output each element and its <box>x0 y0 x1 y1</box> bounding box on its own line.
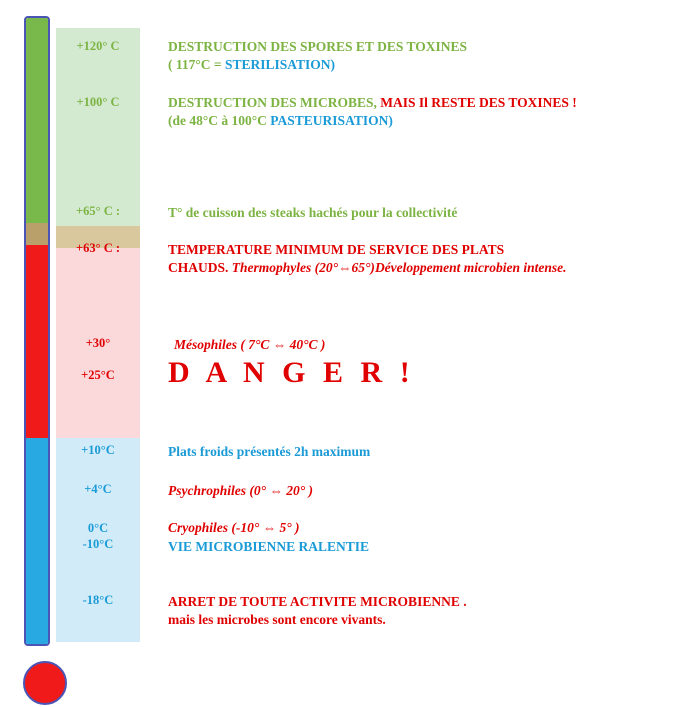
thermometer-tube <box>24 16 50 646</box>
arret-line2: mais les microbes sont encore vivants. <box>168 612 386 628</box>
service-chaud-dev-microbien: Développement microbien intense. <box>374 260 567 276</box>
temperature-label-0: 0°C <box>87 521 109 535</box>
microbes-line2-keyword: PASTEURISATION) <box>270 113 393 129</box>
service-chaud-line2 <box>168 259 691 277</box>
temperature-label-30: +30° <box>85 336 111 350</box>
row-steaks: T° de cuisson des steaks hachés pour la collectivité <box>168 205 458 220</box>
row-psychrophiles: Psychrophiles (0° ⇔ 20° ) <box>168 483 314 498</box>
temperature-label-4: +4°C <box>84 482 112 496</box>
microbes-line1-warning: MAIS Il RESTE DES TOXINES ! <box>380 95 577 110</box>
service-chaud-thermophyles: Thermophyles (20°⇔65°) <box>231 260 375 276</box>
row-service-plats-chauds <box>168 241 691 277</box>
temperature-label-25: +25°C <box>81 368 115 382</box>
row-plats-froids: Plats froids présentés 2h maximum <box>168 444 371 459</box>
temperature-label-65: +65° C : <box>75 204 121 218</box>
temperature-label-minus10: -10°C <box>82 537 114 551</box>
tube-segment-green <box>26 18 48 223</box>
temperature-label-120: +120° C <box>76 39 120 53</box>
thermometer <box>24 16 50 646</box>
temperature-label-10: +10°C <box>81 443 115 457</box>
row-vie-ralentie: VIE MICROBIENNE RALENTIE <box>168 539 370 554</box>
sterilisation-line2-prefix: ( 117°C = <box>168 57 225 73</box>
service-chaud-line2-prefix: CHAUDS. <box>168 260 232 276</box>
row-destruction-microbes <box>168 94 691 130</box>
thermometer-bulb <box>23 661 67 705</box>
sterilisation-line2-keyword: STERILISATION) <box>224 57 336 73</box>
tube-segment-blue <box>26 438 48 646</box>
tube-segment-red <box>26 245 48 438</box>
row-sterilisation <box>168 38 691 74</box>
danger-label: D A N G E R ! <box>168 356 415 389</box>
zone-band-green <box>56 28 140 226</box>
microbes-line1-prefix: DESTRUCTION DES MICROBES, <box>168 95 381 110</box>
microbes-line1 <box>168 94 691 112</box>
service-chaud-line1: TEMPERATURE MINIMUM DE SERVICE DES PLATS <box>168 242 505 257</box>
temperature-label-minus18: -18°C <box>82 593 114 607</box>
row-cryophiles: Cryophiles (-10° ⇔ 5° ) <box>168 520 300 535</box>
row-mesophiles: Mésophiles ( 7°C ⇔ 40°C ) <box>174 337 326 352</box>
arret-line1: ARRET DE TOUTE ACTIVITE MICROBIENNE . <box>168 594 467 609</box>
sterilisation-line1: DESTRUCTION DES SPORES ET DES TOXINES <box>168 39 467 54</box>
sterilisation-line2 <box>168 56 691 74</box>
temperature-label-63: +63° C : <box>75 241 121 255</box>
tube-segment-brown <box>26 223 48 245</box>
microbes-line2-prefix: (de 48°C à 100°C <box>168 113 271 129</box>
temperature-label-100: +100° C <box>76 95 120 109</box>
microbes-line2 <box>168 112 691 130</box>
row-arret-activite <box>168 593 691 629</box>
